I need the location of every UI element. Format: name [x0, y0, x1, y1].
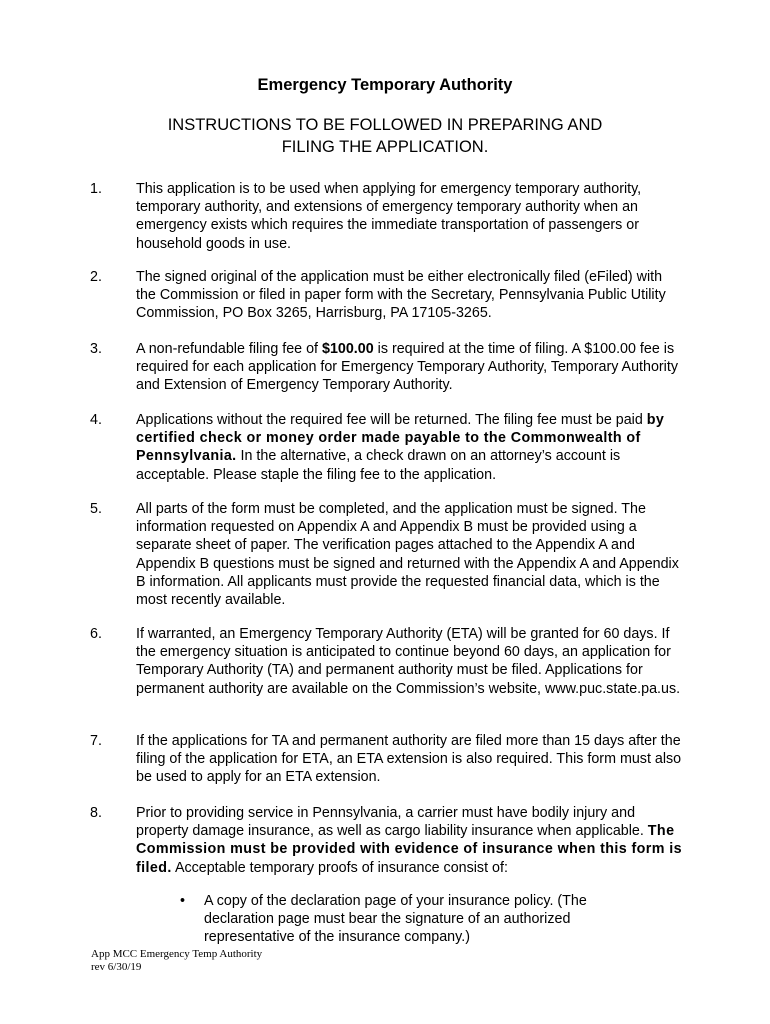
item-number: 3. — [90, 341, 102, 357]
item-number: 4. — [90, 412, 102, 428]
item-text — [136, 411, 684, 484]
page-footer — [91, 948, 262, 974]
item-number: 2. — [90, 269, 102, 285]
item-number: 5. — [90, 501, 102, 517]
item-text — [136, 804, 684, 877]
item-number: 7. — [90, 733, 102, 749]
item-text-part: is required at the time of filing. A $100.00 fee is required for each application for Emergency Temporary Authority, Temporary Authority and Extension of Emergency Temporary Authority. — [136, 341, 678, 394]
subtitle-line-2: FILING THE APPLICATION. — [281, 138, 489, 156]
item-text-part: Applications without the required fee will be returned. The filing fee must be paid — [136, 412, 647, 428]
item-number: 1. — [90, 181, 102, 197]
item-number: 8. — [90, 805, 102, 821]
item-number: 6. — [90, 626, 102, 642]
item-text: If warranted, an Emergency Temporary Authority (ETA) will be granted for 60 days. If the emergency situation is anticipated to continue beyond 60 days, an application for Temporary Authority (TA) and permanent authority must be filed. Applications for permanent authority are available on the Commission’s website, www.puc.state.pa.us. — [136, 626, 681, 697]
subtitle-line-1: INSTRUCTIONS TO BE FOLLOWED IN PREPARING AND — [167, 116, 603, 134]
item-text-part: Acceptable temporary proofs of insurance consist of: — [171, 859, 508, 876]
item-text-part: A non-refundable filing fee of — [136, 341, 322, 357]
item-text: If the applications for TA and permanent authority are filed more than 15 days after the filing of the application for ETA, an ETA extension is also required. This form must also be used to apply for an ETA extension. — [136, 733, 682, 786]
item-text: All parts of the form must be completed, and the application must be signed. The information requested on Appendix A and Appendix B must be provided using a separate sheet of paper. The verification pages attached to the Appendix A and Appendix B questions must be signed and returned with the Appendix A and Appendix B information. All applicants must provide the requested financial data, which is the most recently available. — [136, 501, 679, 609]
item-text-part: Prior to providing service in Pennsylvania, a carrier must have bodily injury and property damage insurance, as well as cargo liability insurance when applicable. — [136, 805, 648, 840]
item-text: This application is to be used when applying for emergency temporary authority, temporary authority, and extensions of emergency temporary authority when an emergency exists which requires the immediate transportation of passengers or household goods in use. — [136, 181, 642, 252]
item-text-bold: $100.00 — [322, 341, 374, 357]
bullet-text: A copy of the declaration page of your insurance policy. (The declaration page must bear the signature of an authorized representative of the insurance company.) — [204, 893, 587, 946]
document-title: Emergency Temporary Authority — [257, 76, 513, 94]
item-text — [136, 340, 684, 395]
footer-form-name: App MCC Emergency Temp Authority — [91, 948, 263, 960]
item-text-part: In the alternative, a check drawn on an attorney’s account is acceptable. Please staple the filing fee to the application. — [136, 448, 621, 483]
item-text: The signed original of the application must be either electronically filed (eFiled) with the Commission or filed in paper form with the Secretary, Pennsylvania Public Utility Commission, PO Box 3265, Harrisburg, PA 17105-3265. — [136, 269, 666, 322]
item-text-bold: The Commission must be provided with evidence of insurance when this form is filed. — [136, 823, 682, 876]
footer-revision: rev 6/30/19 — [91, 961, 142, 973]
item-text-bold: by certified check or money order made payable to the Commonwealth of Pennsylvania. — [136, 412, 665, 465]
bullet-icon: • — [180, 893, 186, 909]
document-subtitle — [140, 114, 630, 158]
